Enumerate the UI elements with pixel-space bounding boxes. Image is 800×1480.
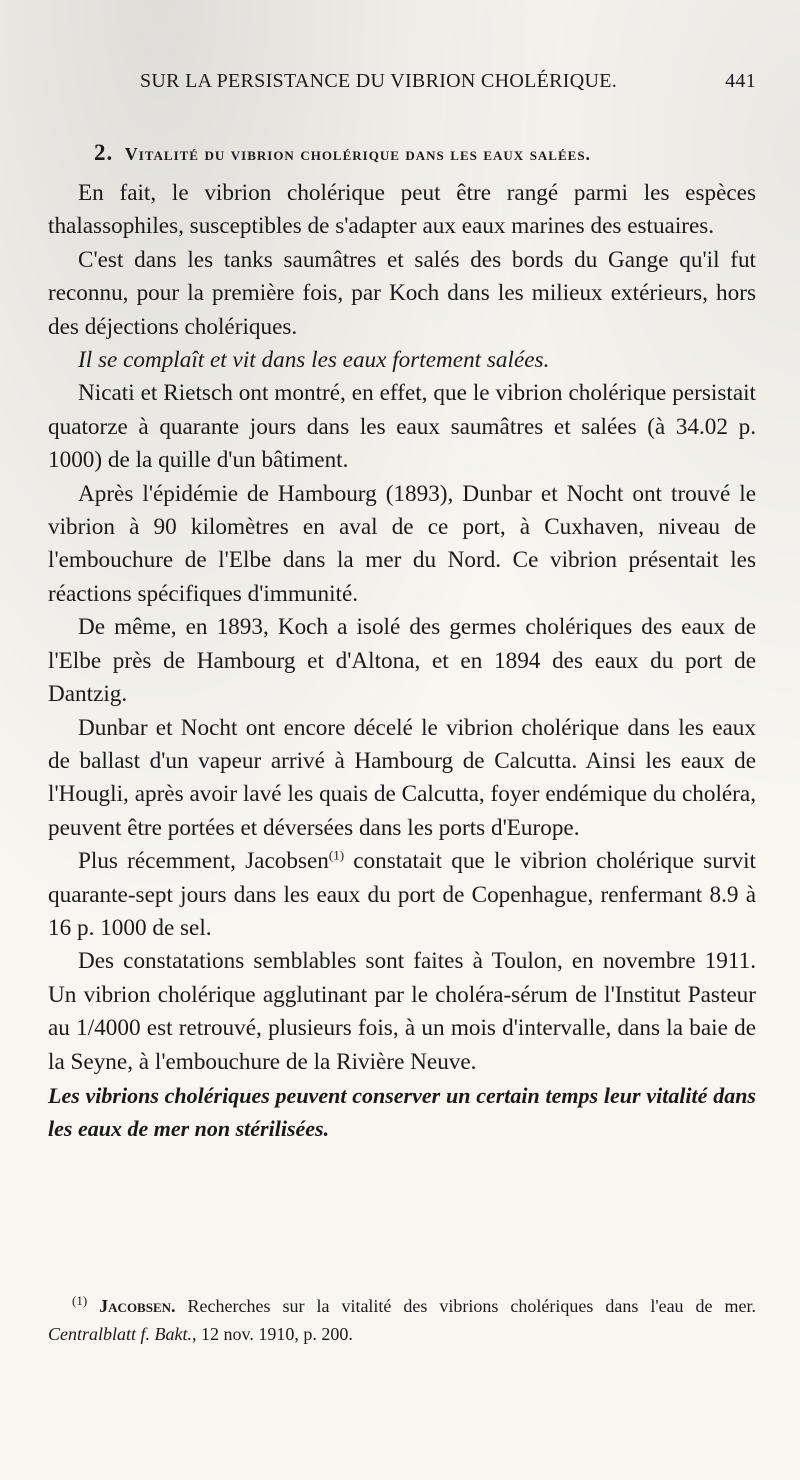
paragraph-2: C'est dans les tanks saumâtres et salés des bords du Gange qu'il fut reconnu, pour la première fois, par Koch dans les milieux extérieurs, hors des déjections cholériques. xyxy=(48,246,756,340)
running-title: SUR LA PERSISTANCE DU VIBRION CHOLÉRIQUE. xyxy=(140,70,618,92)
footnote-journal: Centralblatt f. Bakt. xyxy=(48,1324,192,1344)
paragraph-3-italic: Il se complaît et vit dans les eaux fortement salées. xyxy=(78,347,550,374)
footnote-1 xyxy=(48,1292,756,1348)
page-body xyxy=(48,136,756,1146)
conclusion-paragraph: Les vibrions cholériques peuvent conserver un certain temps leur vitalité dans les eaux de mer non stérilisées. xyxy=(48,1082,756,1142)
paragraph-5: Après l'épidémie de Hambourg (1893), Dunbar et Nocht ont trouvé le vibrion à 90 kilomètres en aval de ce port, à Cuxhaven, niveau de l'embouchure de l'Elbe dans la mer du Nord. Ce vibrion présentait les réactions spécifiques d'immunité. xyxy=(48,480,756,607)
section-number: 2. xyxy=(94,140,114,165)
section-title: Vitalité du vibrion cholérique dans les eaux salées. xyxy=(124,144,592,164)
page-header xyxy=(140,70,760,106)
paragraph-7: Dunbar et Nocht ont encore décelé le vibrion cholérique dans les eaux de ballast d'un vapeur arrivé à Hambourg de Calcutta. Ainsi les eaux de l'Hougli, après avoir lavé les quais de Calcutta, foyer endémique du choléra, peuvent être portées et déversées dans les ports d'Europe. xyxy=(48,714,756,841)
section-heading xyxy=(48,136,756,171)
footnotes xyxy=(48,1292,756,1348)
footnote-details: , 12 nov. 1910, p. 200. xyxy=(192,1324,353,1344)
paragraph-4: Nicati et Rietsch ont montré, en effet, que le vibrion cholérique persistait quatorze à quarante jours dans les eaux saumâtres et salées (à 34.02 p. 1000) de la quille d'un bâtiment. xyxy=(48,380,756,474)
footnote-reference: (1) xyxy=(328,847,345,863)
page-number: 441 xyxy=(725,70,756,92)
paragraph-1: En fait, le vibrion cholérique peut être rangé parmi les espèces thalassophiles, susceptibles de s'adapter aux eaux marines des estuaires. xyxy=(48,180,756,240)
paragraph-6: De même, en 1893, Koch a isolé des germes cholériques des eaux de l'Elbe près de Hambourg et d'Altona, et en 1894 des eaux du port de Dantzig. xyxy=(48,614,756,708)
paragraph-8-before: Plus récemment, Jacobsen xyxy=(78,848,329,875)
paragraph-8 xyxy=(48,845,756,945)
footnote-text: Recherches sur la vitalité des vibrions cholériques dans l'eau de mer. xyxy=(187,1296,757,1316)
footnote-marker: (1) xyxy=(72,1293,88,1308)
footnote-author: Jacobsen. xyxy=(99,1296,176,1316)
paragraph-9: Des constatations semblables sont faites à Toulon, en novembre 1911. Un vibrion cholérique agglutinant par le choléra-sérum de l'Institut Pasteur au 1/4000 est retrouvé, plusieurs fois, à un mois d'intervalle, dans la baie de la Seyne, à l'embouchure de la Rivière Neuve. xyxy=(48,948,756,1075)
paragraph-8-after: constatait que le vibrion cholérique survit quarante-sept jours dans les eaux du port de Copenhague, renfermant 8.9 à 16 p. 1000 de sel. xyxy=(48,848,757,941)
